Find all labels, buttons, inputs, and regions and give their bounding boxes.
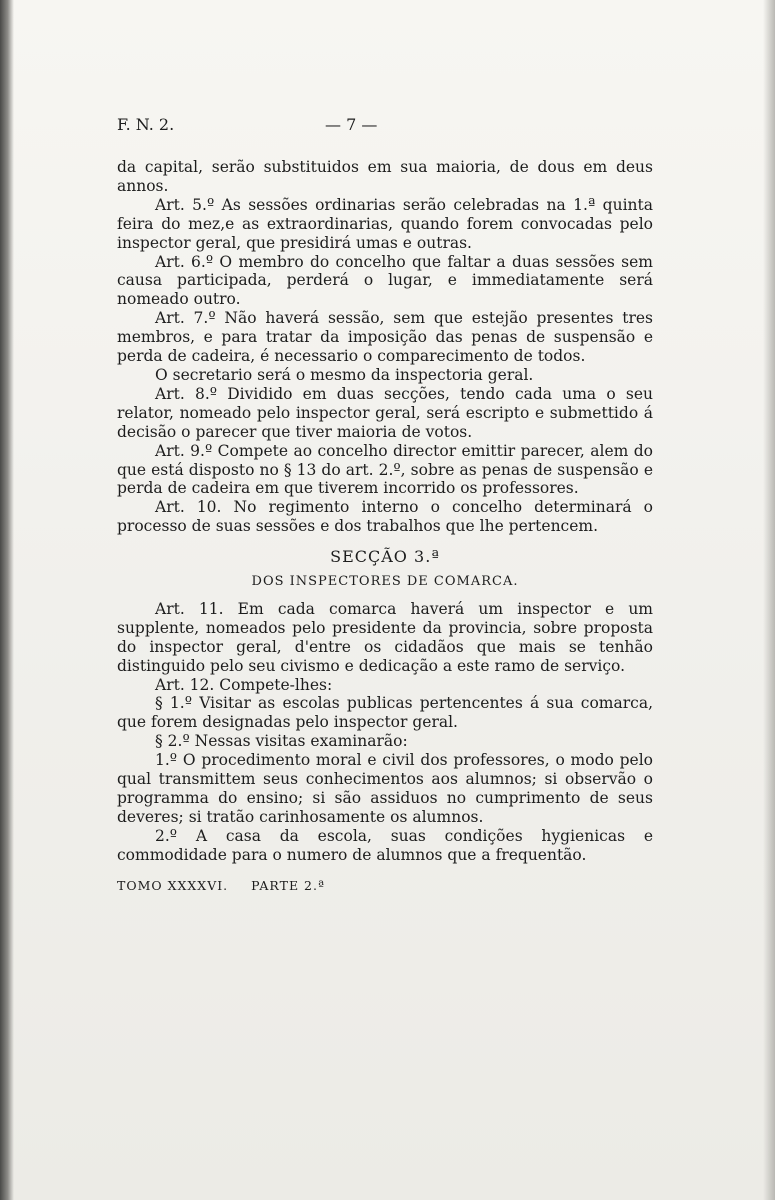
- paragraph-art-8: Art. 8.º Dividido em duas secções, tendo cada uma o seu relator, nomeado pelo inspector geral, será escripto e submettido á decisão o parecer que tiver maioria de votos.: [117, 384, 653, 441]
- paragraph-secretario: O secretario será o mesmo da inspectoria geral.: [155, 365, 534, 384]
- paragraph-par-1: § 1.º Visitar as escolas publicas pertencentes á sua comarca, que forem designadas pelo inspector geral.: [117, 694, 653, 732]
- page-shadow-right: [763, 0, 775, 1200]
- section-title: SECÇÃO 3.ª: [330, 547, 440, 567]
- paragraph-item-2: 2.º A casa da escola, suas condições hygienicas e commodidade para o numero de alumnos que a frequentão.: [117, 826, 653, 864]
- paragraph-art-10: Art. 10. No regimento interno o concelho determinará o processo de suas sessões e dos trabalhos que lhe pertencem.: [117, 498, 653, 536]
- page-content: [117, 116, 653, 896]
- paragraph-art-12: Art. 12. Compete-lhes:: [155, 675, 333, 694]
- paragraph-continuation: da capital, serão substituidos em sua maioria, de dous em deus annos.: [117, 158, 653, 195]
- paragraph-item-1: 1.º O procedimento moral e civil dos professores, o modo pelo qual transmittem seus conhecimentos aos alumnos; si observão o programma do ensino; si são assiduos no cumprimento de seus deveres; si tratão carinhosamente os alumnos.: [117, 751, 653, 826]
- page-footer: [117, 877, 653, 896]
- paragraph-art-9: Art. 9.º Compete ao concelho director emittir parecer, alem do que está disposto no § 13 do art. 2.º, sobre as penas de suspensão e perda de cadeira em que tiverem incorrido os professores.: [117, 441, 653, 498]
- footer-volume: TOMO XXXXVI.: [117, 877, 229, 893]
- section-subtitle: DOS INSPECTORES DE COMARCA.: [251, 574, 519, 590]
- page-number: — 7 —: [325, 115, 378, 134]
- paragraph-art-7: Art. 7.º Não haverá sessão, sem que estejão presentes tres membros, e para tratar da imposição das penas de suspensão e perda de cadeira, é necessario o comparecimento de todos.: [117, 309, 653, 366]
- paragraph-art-6: Art. 6.º O membro do concelho que faltar a duas sessões sem causa participada, perderá o lugar, e immediatamente será nomeado outro.: [117, 252, 653, 309]
- paragraph-art-5: Art. 5.º As sessões ordinarias serão celebradas na 1.ª quinta feira do mez,e as extraordinarias, quando forem convocadas pelo inspector geral, que presidirá umas e outras.: [117, 195, 653, 252]
- paragraph-art-11: Art. 11. Em cada comarca haverá um inspector e um supplente, nomeados pelo presidente da provincia, sobre proposta do inspector geral, d'entre os cidadãos que mais se tenhão distinguido pelo seu civismo e dedicação a este ramo de serviço.: [117, 599, 653, 675]
- footer-part: PARTE 2.ª: [251, 877, 325, 893]
- header-reference: F. N. 2.: [117, 115, 175, 134]
- paragraph-par-2: § 2.º Nessas visitas examinarão:: [155, 732, 408, 751]
- page-shadow-left: [0, 0, 14, 1200]
- page-header: [117, 116, 653, 140]
